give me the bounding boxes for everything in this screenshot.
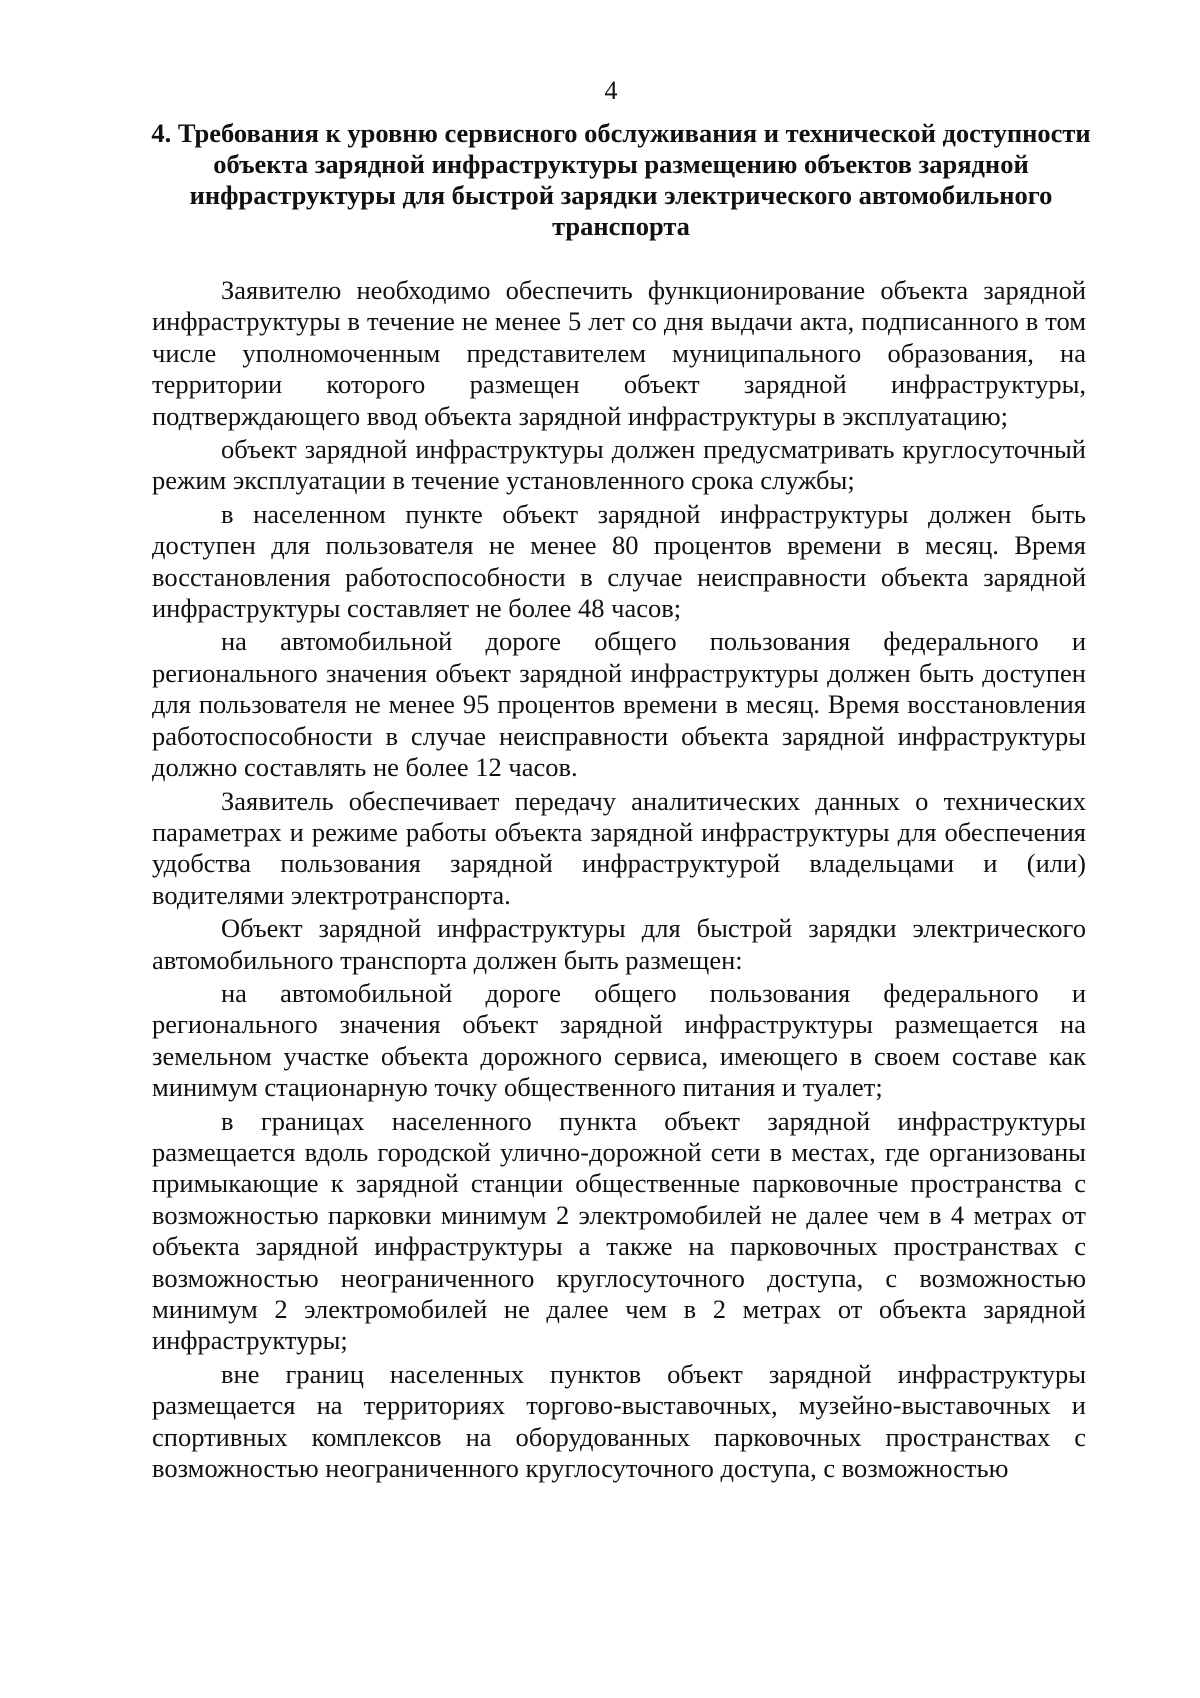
body-text xyxy=(152,275,1086,1484)
page-number: 4 xyxy=(604,76,618,105)
paragraph-round-the-clock: объект зарядной инфраструктуры должен предусматривать круглосуточный режим эксплуатации в течение установленного срока службы; xyxy=(152,434,1086,496)
paragraph-analytics-transfer: Заявитель обеспечивает передачу аналитических данных о технических параметрах и режиме работы объекта зарядной инфраструктуры для обеспечения удобства пользования зарядной инфраструктурой владельцами и (или) водителями электротранспорта. xyxy=(152,785,1086,910)
paragraph-highway-availability: на автомобильной дороге общего пользования федерального и регионального значения объект зарядной инфраструктуры должен быть доступен для пользователя не менее 95 процентов времени в месяц. Время восстановления работоспособности в случае неисправности объекта зарядной инфраструктуры должно составлять не более 12 часов. xyxy=(152,626,1086,783)
paragraph-placement-highway: на автомобильной дороге общего пользования федерального и регионального значения объект зарядной инфраструктуры размещается на земельном участке объекта дорожного сервиса, имеющего в своем составе как минимум стационарную точку общественного питания и туалет; xyxy=(152,977,1086,1103)
paragraph-settlement-availability: в населенном пункте объект зарядной инфраструктуры должен быть доступен для пользователя не менее 80 процентов времени в месяц. Время восстановления работоспособности в случае неисправности объекта зарядной инфраструктуры составляет не более 48 часов; xyxy=(152,498,1086,624)
paragraph-placement-intro: Объект зарядной инфраструктуры для быстрой зарядки электрического автомобильного транспорта должен быть размещен: xyxy=(152,913,1086,975)
paragraph-placement-outside: вне границ населенных пунктов объект зарядной инфраструктуры размещается на территориях торгово-выставочных, музейно-выставочных и спортивных комплексов на оборудованных парковочных пространствах с возможностью неограниченного круглосуточного доступа, с возможностью xyxy=(152,1358,1086,1484)
section-heading: 4. Требования к уровню сервисного обслуживания и технической доступности объекта зарядной инфраструктуры размещению объектов зарядной инфраструктуры для быстрой зарядки электрического автомобильного транспорта xyxy=(151,118,1091,241)
paragraph-applicant-obligation: Заявителю необходимо обеспечить функционирование объекта зарядной инфраструктуры в течение не менее 5 лет со дня выдачи акта, подписанного в том числе уполномоченным представителем муниципального образования, на территории которого размещен объект зарядной инфраструктуры, подтверждающего ввод объекта зарядной инфраструктуры в эксплуатацию; xyxy=(152,275,1086,431)
paragraph-placement-settlement: в границах населенного пункта объект зарядной инфраструктуры размещается вдоль городской улично-дорожной сети в местах, где организованы примыкающие к зарядной станции общественные парковочные пространства с возможностью парковки минимум 2 электромобилей не далее чем в 4 метрах от объекта зарядной инфраструктуры а также на парковочных пространствах с возможностью неограниченного круглосуточного доступа, с возможностью минимум 2 электромобилей не далее чем в 2 метрах от объекта зарядной инфраструктуры; xyxy=(152,1105,1086,1356)
